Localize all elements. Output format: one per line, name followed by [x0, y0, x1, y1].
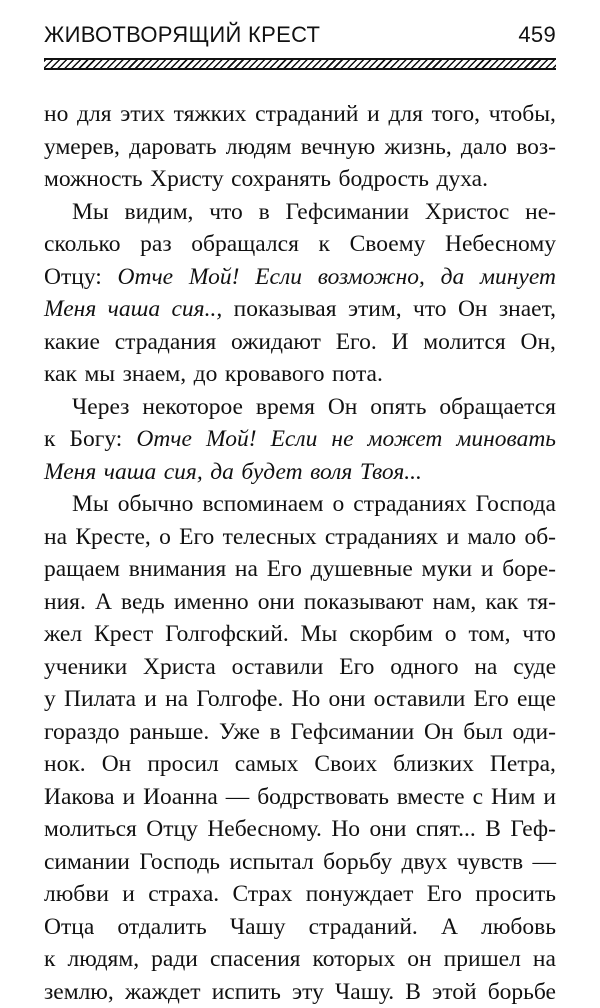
text-line [44, 131, 556, 164]
word: к [44, 943, 55, 976]
text-line [44, 781, 556, 814]
text-line [44, 976, 556, 1008]
text-line [44, 228, 556, 261]
italic-word: Меня [44, 456, 96, 489]
word: на [235, 553, 258, 586]
word: воз- [516, 131, 556, 164]
word: двух [402, 846, 448, 879]
word: страданиях [325, 521, 438, 554]
word: он [407, 943, 431, 976]
word: бодрость [339, 163, 430, 196]
word: для [388, 98, 423, 131]
word: Его [339, 651, 374, 684]
word: Гефсимании [285, 196, 409, 229]
text-line [44, 488, 556, 521]
word: борьбу [323, 846, 392, 879]
word: этой [432, 976, 476, 1008]
word: испытал [229, 846, 313, 879]
word: о [333, 488, 345, 521]
word: Пилата [64, 683, 136, 716]
word: об- [524, 521, 556, 554]
word: у [44, 683, 56, 716]
word: страха. [148, 878, 219, 911]
word: боре- [502, 553, 556, 586]
word: жизнь, [384, 131, 451, 164]
italic-word: будет [241, 456, 302, 489]
text-line [44, 651, 556, 684]
word: они [370, 813, 407, 846]
word: и [122, 878, 135, 911]
word: знаем, [123, 358, 186, 391]
word: — [533, 846, 557, 879]
word: и [123, 781, 136, 814]
italic-word: сия, [164, 456, 203, 489]
word: в [259, 196, 270, 229]
word: пота. [332, 358, 383, 391]
text-line [44, 196, 556, 229]
word: отдалить [117, 911, 206, 944]
text-line [44, 326, 556, 359]
word: Отцу [146, 813, 198, 846]
italic-word: чаша [104, 456, 156, 489]
word: сохранять [231, 163, 331, 196]
word: внимания [129, 553, 226, 586]
word: Иакова [44, 781, 115, 814]
word: и [367, 98, 380, 131]
text-line [44, 98, 556, 131]
word: молится [423, 326, 505, 359]
word: страданиях [353, 488, 466, 521]
word: Он [424, 716, 454, 749]
word: суде [513, 651, 556, 684]
body-text [44, 98, 556, 1008]
word: и [446, 521, 459, 554]
word: Его [474, 683, 509, 716]
text-line [44, 163, 556, 196]
text-line [44, 553, 556, 586]
word: не- [525, 196, 556, 229]
word: ния. [44, 586, 86, 619]
word: что [413, 293, 447, 326]
word: жаждет [125, 976, 201, 1008]
word: и [481, 553, 494, 586]
word: какие [44, 326, 100, 359]
word: с [473, 781, 483, 814]
word: Отцу: [44, 261, 102, 294]
word: ведь [121, 586, 165, 619]
word: что [209, 196, 243, 229]
word: Он [458, 293, 488, 326]
word: просил [147, 748, 218, 781]
word: муки [422, 553, 473, 586]
word: испить [212, 976, 281, 1008]
word: опять [370, 391, 426, 424]
word: самых [235, 748, 299, 781]
word: Но [292, 683, 321, 716]
word: Христос [425, 196, 509, 229]
word: именно [174, 586, 249, 619]
word: пришел [444, 943, 521, 976]
word: на [474, 651, 497, 684]
word: как [44, 358, 77, 391]
word: духа. [437, 163, 488, 196]
word: Господь [139, 846, 220, 879]
word: Чашу [230, 911, 286, 944]
word: Уже [219, 716, 260, 749]
word: Голгофе. [196, 683, 283, 716]
word: Ним [491, 781, 535, 814]
word: Геф- [510, 813, 556, 846]
word: этим, [348, 293, 402, 326]
italic-word: чаша [108, 293, 160, 326]
word: что [522, 618, 556, 651]
word: Петра, [490, 748, 556, 781]
word: ращаем [44, 553, 120, 586]
text-line [44, 846, 556, 879]
text-line [44, 878, 556, 911]
word: еще [517, 683, 556, 716]
italic-word: Мой! [206, 423, 257, 456]
word: страданий [255, 98, 358, 131]
word: Он [328, 391, 358, 424]
word: знает, [499, 293, 556, 326]
italic-word: Если [271, 423, 318, 456]
word: близких [393, 748, 474, 781]
italic-word: да [441, 261, 465, 294]
word: на [533, 943, 556, 976]
text-line [44, 261, 556, 294]
italic-word: Мой! [189, 261, 240, 294]
book-page [44, 22, 556, 1008]
word: оди- [513, 716, 556, 749]
word: которых [313, 943, 396, 976]
word: Голгофский. [165, 618, 289, 651]
word: время [256, 391, 315, 424]
word: в [270, 716, 281, 749]
running-head [44, 22, 556, 52]
text-line [44, 813, 556, 846]
word: Страх [233, 878, 293, 911]
word: любовь [481, 911, 556, 944]
word: Христу [150, 163, 223, 196]
word: обычно [118, 488, 194, 521]
word: как [485, 586, 518, 619]
word: показывают [304, 586, 424, 619]
word: эту [292, 976, 324, 1008]
word: В [485, 813, 501, 846]
word: А [441, 911, 458, 944]
italic-word: Отче [118, 261, 174, 294]
italic-word: не [331, 423, 353, 456]
text-line [44, 683, 556, 716]
word: Его [427, 878, 462, 911]
word: даровать [129, 131, 216, 164]
word: Своему [350, 228, 426, 261]
word: нок. [44, 748, 86, 781]
word: Мы [72, 196, 109, 229]
word: А [95, 586, 112, 619]
italic-word: миновать [456, 423, 556, 456]
ornamental-rule [44, 58, 556, 70]
word: телесных [223, 521, 317, 554]
page-number: 459 [518, 22, 556, 48]
word: мы [84, 358, 115, 391]
word: понуждает [306, 878, 414, 911]
word: можность [44, 163, 143, 196]
word: Отца [44, 911, 94, 944]
word: том, [468, 618, 510, 651]
word: просить [475, 878, 556, 911]
text-line [44, 391, 556, 424]
italic-word: минует [480, 261, 556, 294]
word: был [463, 716, 502, 749]
word: к [44, 423, 55, 456]
word: оставили [374, 683, 466, 716]
word: молиться [44, 813, 137, 846]
word: спасения [210, 943, 301, 976]
text-line [44, 586, 556, 619]
italic-word: может [368, 423, 443, 456]
word: обращается [439, 391, 556, 424]
word: Гефсимании [291, 716, 415, 749]
word: скорбим [349, 618, 433, 651]
word: Крест [94, 618, 153, 651]
word: и [543, 781, 556, 814]
word: некоторое [142, 391, 243, 424]
word: ради [151, 943, 198, 976]
word: ожидают [231, 326, 321, 359]
italic-word: Отче [136, 423, 192, 456]
word: дало [461, 131, 507, 164]
word: — [226, 781, 250, 814]
word: симании [44, 846, 130, 879]
word: страданий. [309, 911, 418, 944]
word: Он, [520, 326, 555, 359]
word: тяжких [174, 98, 247, 131]
running-head-title: ЖИВОТВОРЯЩИЙ КРЕСТ [44, 22, 320, 48]
word: Иоанна [143, 781, 218, 814]
word: для [77, 98, 112, 131]
word: кровавого [225, 358, 325, 391]
word: И [392, 326, 409, 359]
word: они [258, 586, 295, 619]
word: спят... [416, 813, 476, 846]
word: оставили [232, 651, 324, 684]
word: Мы [72, 488, 109, 521]
word: Он [102, 748, 132, 781]
word: обращался [191, 228, 299, 261]
text-line [44, 911, 556, 944]
word: Мы [301, 618, 338, 651]
word: Небесному. [207, 813, 322, 846]
italic-word: Если [255, 261, 302, 294]
word: на [165, 683, 188, 716]
text-line [44, 618, 556, 651]
italic-word: воля [310, 456, 352, 489]
word: Богу: [69, 423, 122, 456]
word: о [445, 618, 457, 651]
word: чтобы, [489, 98, 556, 131]
word: душевные [311, 553, 413, 586]
word: ученики [44, 651, 127, 684]
text-line [44, 716, 556, 749]
text-line [44, 423, 556, 456]
text-line [44, 456, 556, 489]
word: людям [226, 131, 292, 164]
word: к [319, 228, 330, 261]
word: бодрствовать [257, 781, 389, 814]
text-line [44, 293, 556, 326]
word: раньше. [129, 716, 209, 749]
word: землю, [44, 976, 114, 1008]
word: Его [267, 553, 302, 586]
word: Христа [143, 651, 216, 684]
word: гораздо [44, 716, 120, 749]
word: показывая [234, 293, 337, 326]
word: Небесному [445, 228, 556, 261]
word: и [144, 683, 157, 716]
italic-word: да [210, 456, 234, 489]
text-line [44, 748, 556, 781]
word: мало [467, 521, 516, 554]
word: тя- [527, 586, 556, 619]
word: видим, [124, 196, 193, 229]
italic-word: Меня [44, 293, 96, 326]
italic-word: Твоя... [360, 456, 422, 489]
word: вспоминаем [202, 488, 323, 521]
word: на [44, 521, 67, 554]
word: Кресте, [75, 521, 150, 554]
italic-word: возможно, [318, 261, 425, 294]
word: страдания [115, 326, 217, 359]
word: сколько [44, 228, 121, 261]
text-line [44, 521, 556, 554]
word: вечную [301, 131, 376, 164]
word: но [44, 98, 68, 131]
word: Его [179, 521, 214, 554]
word: этих [120, 98, 165, 131]
word: до [194, 358, 218, 391]
word: Своих [314, 748, 377, 781]
word: раз [140, 228, 171, 261]
word: жел [44, 618, 82, 651]
word: Чашу. [335, 976, 394, 1008]
word: любви [44, 878, 109, 911]
italic-word: сия.., [172, 293, 223, 326]
word: чувств [457, 846, 523, 879]
word: людям, [67, 943, 139, 976]
word: одного [390, 651, 458, 684]
word: того, [432, 98, 480, 131]
word: умерев, [44, 131, 120, 164]
word: В [405, 976, 421, 1008]
word: Господа [476, 488, 556, 521]
word: Его. [336, 326, 377, 359]
word: вместе [397, 781, 465, 814]
word: нам, [432, 586, 476, 619]
word: они [329, 683, 366, 716]
word: о [159, 521, 171, 554]
word: борьбе [488, 976, 556, 1008]
word: Через [72, 391, 129, 424]
text-line [44, 358, 556, 391]
word: Но [331, 813, 360, 846]
